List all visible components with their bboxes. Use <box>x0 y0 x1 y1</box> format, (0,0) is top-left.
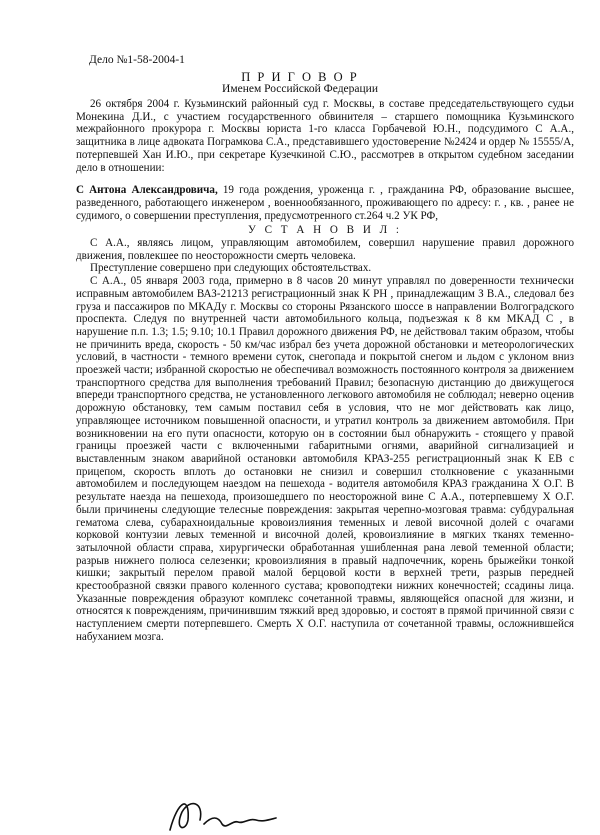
document-subtitle: Именем Российской Федерации <box>222 83 378 95</box>
paragraph-3: С А.А., 05 января 2003 года, примерно в 8 часов 20 минут управлял по доверенности технически исправным автомобилем ВАЗ-21213 регистрационный знак К РН , принадлежащим З В.А., следовал без груза и пассажиров по МКАДу г. Москвы со стороны Рязанского шоссе в направлении Волгоградского проспекта. Следуя по внутренней части автомобильного кольца, подъезжая к 8 км МКАД С , в нарушение п.п. 1.3; 1.5; 9.10; 10.1 Правил дорожного движения РФ, не действовал таким образом, чтобы не причинить вреда, скорость - 50 км/час избрал без учета дорожной обстановки и метеорологических условий, в частности - темного времени суток, снегопада и покрытой снегом и льдом с уклоном вниз проезжей части; избранной скоростью не обеспечивал возможность постоянного контроля за движением транспортного средства для выполнения требований Правил; безопасную дистанцию до движущегося впереди транспортного средства, не установленного легкового автомобиля не соблюдал; неверно оценив дорожную обстановку, тем самым поставил себя в условия, что не мог действовать как лицо, управляющее источником повышенной опасности, и утратил контроль за движением автомобиля. При возникновении на его пути опасности, которую он в состоянии был обнаружить - стоящего у правой границы проезжей части с включенными габаритными огнями, аварийной сигнализацией и выставленным знаком аварийной остановки автомобиля КРАЗ-255 регистрационный знак К ЕВ с прицепом, скорость вплоть до остановки не снизил и совершил столкновение с указанными автомобилем и последующем наездом на пешехода - водителя автомобиля КРАЗ гражданина Х О.Г. В результате наезда на пешехода, произошедшего по неосторожной вине С А.А., потерпевшему Х О.Г. были причинены следующие телесные повреждения: закрытая черепно-мозговая травма: субдуральная гематома слева, субарахноидальные кровоизлияния теменных и левой височной долей с очагами корковой контузии левых теменной и височной долей, кровоизлияние в мягких тканях теменно-затылочной области справа, хирургически обработанная ушибленная рана левой теменной области; разрыв нижнего полюса селезенки; кровоизлияния в правый надпочечник, корень брыжейки тонкой кишки; закрытый перелом правой малой берцовой кости в верхней трети, разрыв передней крестообразной связки правого коленного сустава; кровоподтеки нижних конечностей; ссадины лица. Указанные повреждения образуют комплекс сочетанной травмы, являющейся опасной для жизни, и относятся к повреждениям, причинившим тяжкий вред здоровью, и состоят в прямой причинной связи с наступлением смерти потерпевшего. Смерть Х О.Г. наступила от сочетанной травмы, осложнившейся набуханием мозга. <box>76 275 574 643</box>
paragraph-2: Преступление совершено при следующих обстоятельствах. <box>90 262 372 275</box>
document-title: П Р И Г О В О Р <box>241 70 359 84</box>
defendant-name: С Антона Александровича, <box>76 184 218 197</box>
defendant-details: 19 года рождения, уроженца г. , гражданина РФ, образование высшее, разведенного, работающего инженером , военнообязанного, проживающего по адресу: г. , кв. , ранее не судимого, о совершении преступления, предусмотренного ст.264 ч.2 УК РФ, <box>76 184 574 222</box>
intro-paragraph: 26 октября 2004 г. Кузьминский районный суд г. Москвы, в составе председательствующего судьи Монекина Д.И., с участием государственного обвинителя – старшего помощника Кузьминского межрайонного прокурора г. Москвы юриста 1-го класса Горбачевой Ю.Н., подсудимого С А.А., защитника в лице адвоката Пограмкова С.А., представившего удостоверение №2424 и ордер № 15555/А, потерпевшей Хан И.Ю., при секретаре Кузечкиной С.Ю., рассмотрев в открытом судебном заседании дело в отношении: <box>76 98 574 174</box>
document-body <box>76 98 574 644</box>
established-heading: У С Т А Н О В И Л : <box>247 224 403 237</box>
handwritten-signature <box>160 790 280 835</box>
case-number: Дело №1-58-2004-1 <box>89 54 185 66</box>
defendant-paragraph <box>76 184 574 222</box>
paragraph-1: С А.А., являясь лицом, управляющим автомобилем, совершил нарушение правил дорожного движения, повлекшее по неосторожности смерть человека. <box>76 237 574 262</box>
